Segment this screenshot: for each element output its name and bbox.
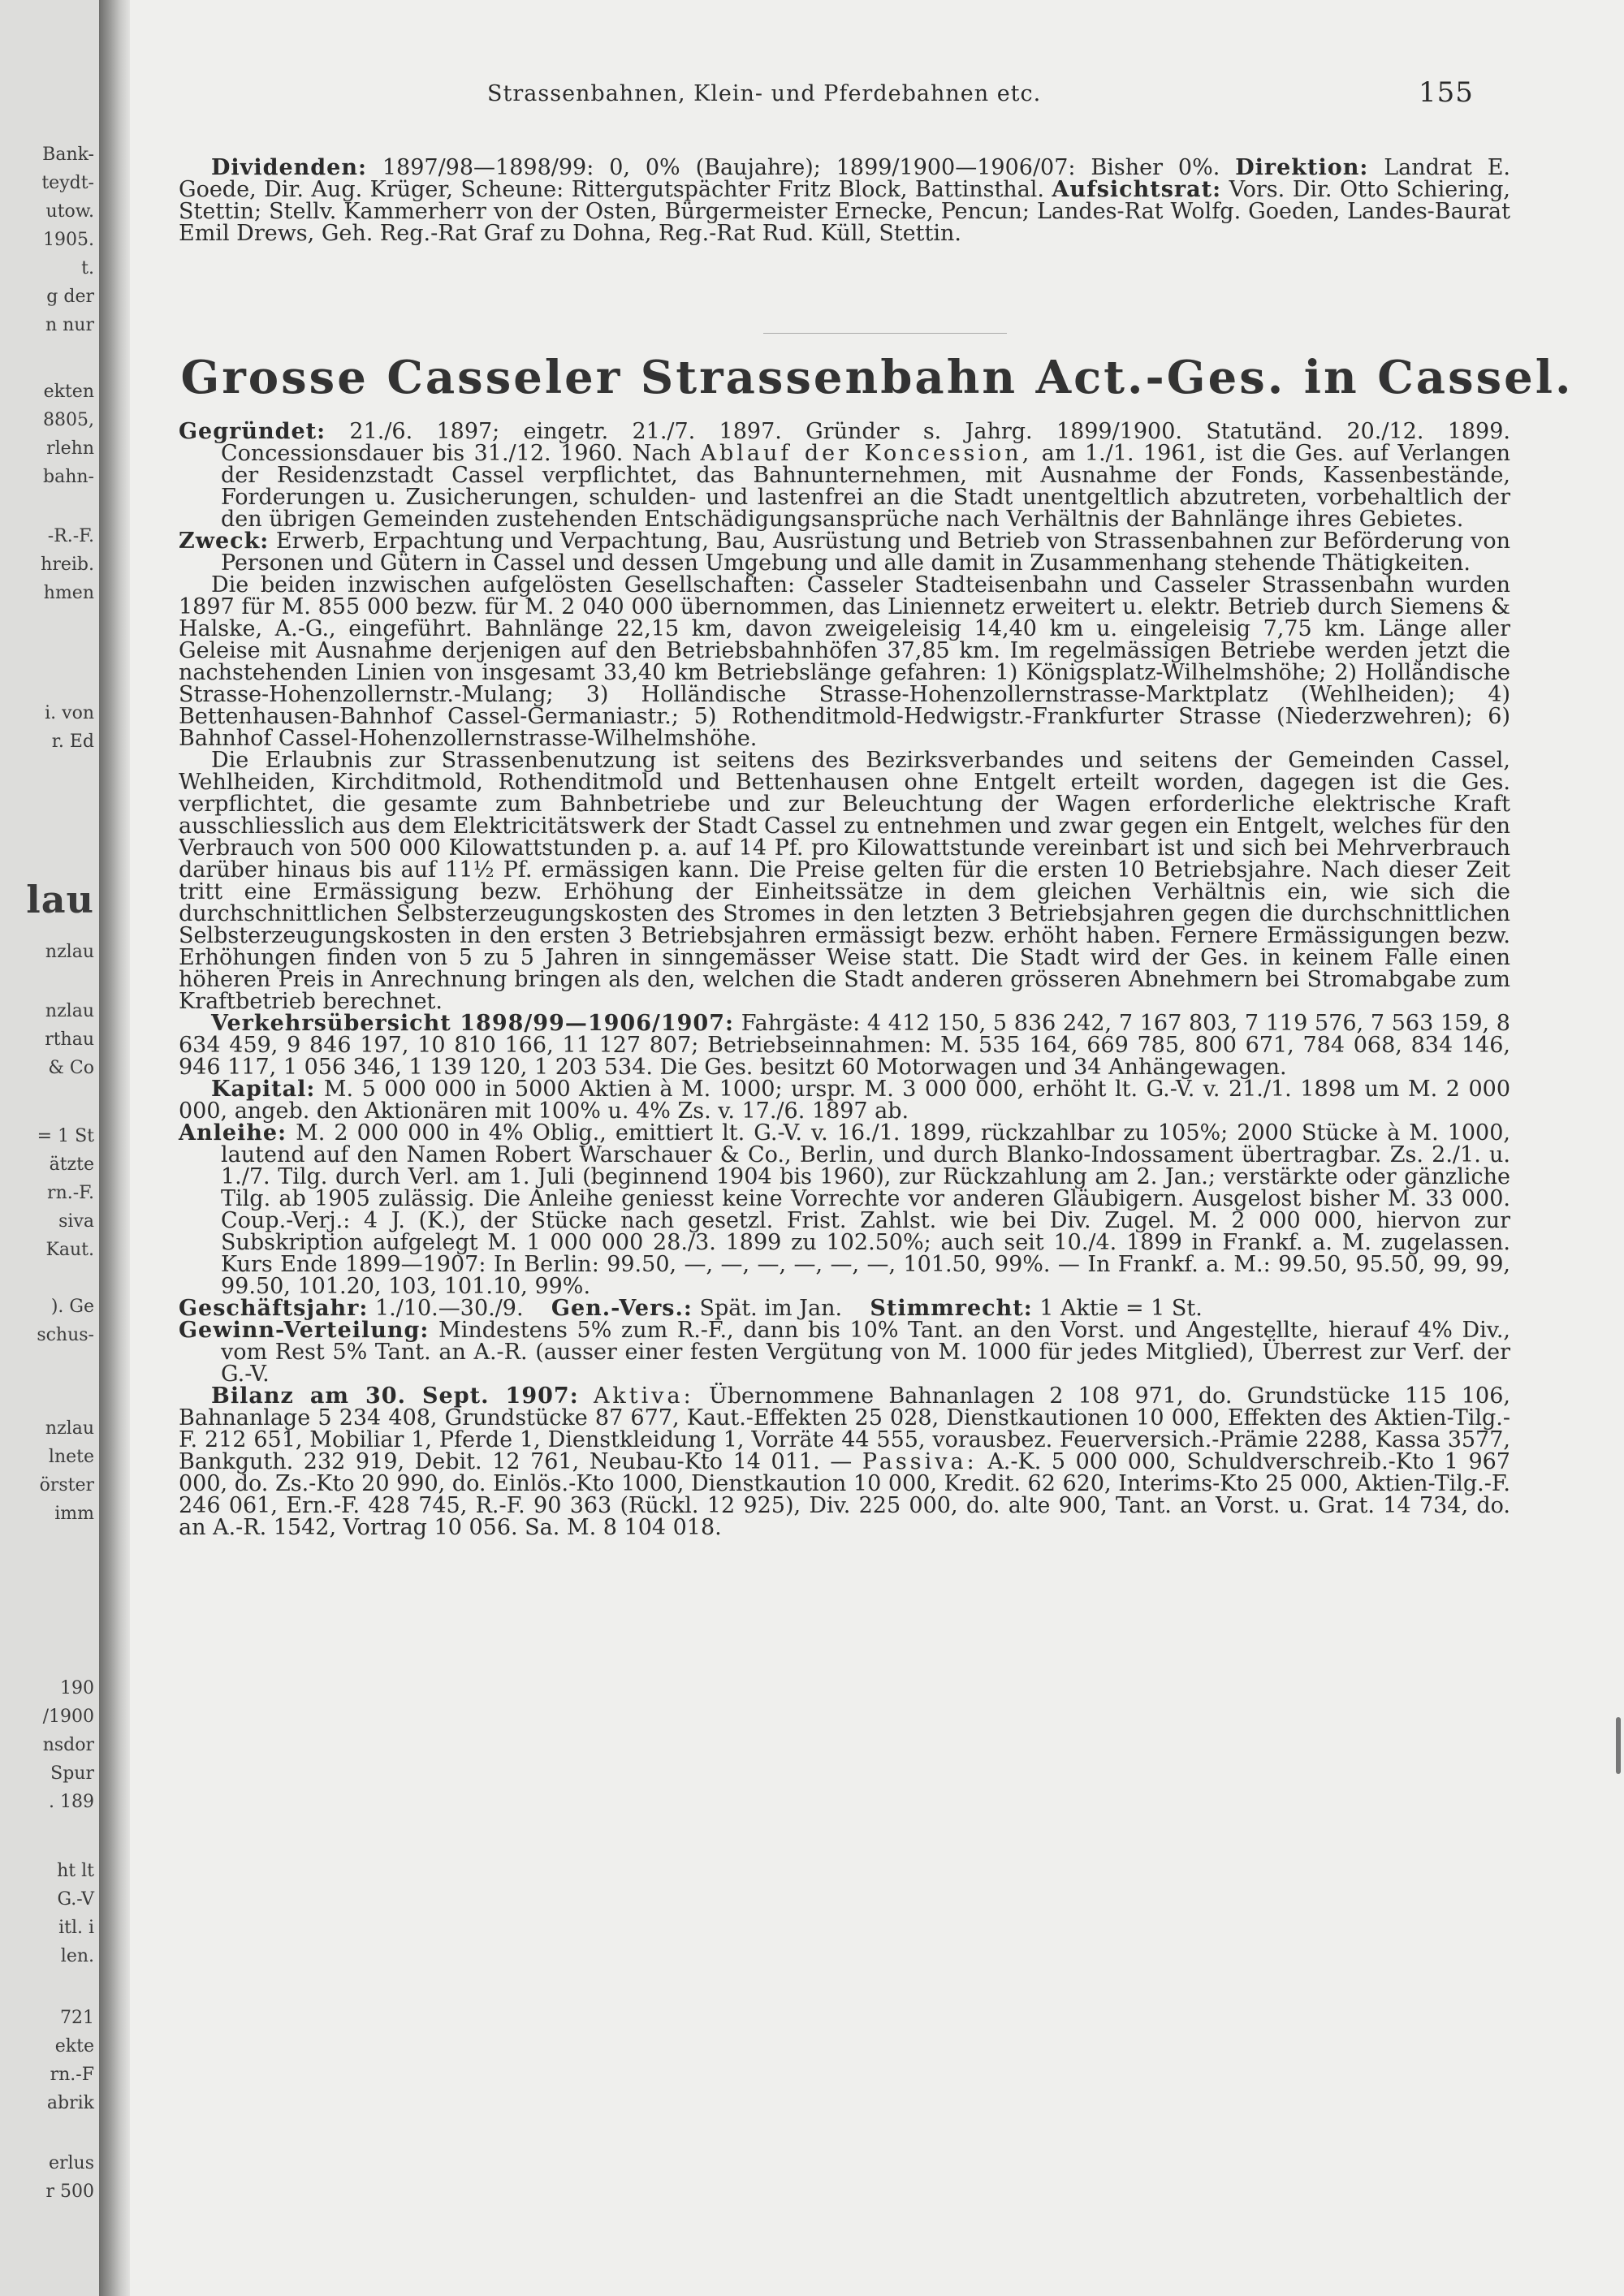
margin-fragment: rthau (45, 1029, 94, 1050)
page-edge-mark (1616, 1717, 1621, 1774)
passiva-label: Passiva: (862, 1449, 978, 1474)
aktiva-label: Aktiva: (593, 1383, 694, 1409)
genvers-label: Gen.-Vers.: (551, 1296, 693, 1321)
margin-fragment: lnete (48, 1447, 94, 1467)
margin-fragment: -R.-F. (47, 526, 94, 546)
verkehr-paragraph (179, 1012, 1510, 1078)
margin-fragment: Bank- (42, 145, 94, 165)
gegruendet-label: Gegründet: (179, 419, 326, 444)
margin-fragment: nzlau (45, 942, 94, 962)
running-title: Strassenbahnen, Klein- und Pferdebahnen etc. (487, 81, 1042, 106)
dividenden-text: 1897/98—1898/99: 0, 0% (Baujahre); 1899/1900—1906/07: Bisher 0%. (382, 155, 1220, 180)
previous-entry (179, 157, 1510, 244)
zweck-paragraph (179, 530, 1510, 574)
margin-fragment: teydt- (41, 173, 94, 193)
verkehr-text: Fahrgäste: 4 412 150, 5 836 242, 7 167 803, 7 119 576, 7 563 159, 8 634 459, 9 846 197, 10 810 166, 11 127 807; Betriebseinnahmen: M. 535 164, 669 785, 800 671, 784 068, 834 146, 946 117, 1 056 346, 1 139 120, 1 203 534. Die Ges. besitzt 60 Motorwagen und 34 Anhängewagen. (179, 1011, 1510, 1080)
margin-fragment: ht lt (57, 1861, 94, 1881)
margin-fragment: utow. (45, 201, 94, 222)
margin-fragment: hmen (43, 583, 94, 603)
margin-fragment: lau (26, 878, 94, 921)
margin-fragment: rlehn (46, 438, 94, 459)
gegruendet-paragraph (179, 421, 1510, 530)
book-gutter (99, 0, 130, 2296)
electricity-paragraph: Die Erlaubnis zur Strassenbenutzung ist seitens des Bezirksverbandes und seitens der Gemeinden Cassel, Wehlheiden, Kirchditmold, Rothenditmold und Bettenhausen ohne Entgelt erteilt worden, dagegen ist die Ges. verpflichtet, die gesamte zum Bahnbetriebe und zur Beleuchtung der Wagen erforderliche elektrische Kraft ausschliesslich aus dem Elektricitätswerk der Stadt Cassel zu entnehmen und zwar gegen ein Entgelt, welches für den Verbrauch von 500 000 Kilowattstunden p. a. auf 14 Pf. pro Kilowattstunde vereinbart ist und sich bei Mehrverbrauch darüber hinaus bis auf 11½ Pf. ermässigen kann. Die Preise gelten für die ersten 10 Betriebsjahre. Nach dieser Zeit tritt eine Ermässigung bezw. Erhöhung der Einheitssätze in dem gleichen Verhältnis ein, wie sich die durchschnittlichen Selbsterzeugungskosten des Stromes in den letzten 3 Betriebsjahren gegen die durchschnittlichen Selbsterzeugungskosten in den ersten 3 Betriebsjahren ermässigt bezw. erhöht haben. Fernere Ermässigungen bezw. Erhöhungen finden von 5 zu 5 Jahren in sinngemässer Weise statt. Die Stadt wird der Ges. in keinem Falle einen höheren Preis in Anrechnung bringen als den, welchen die Stadt anderen grösseren Abnehmern bei Stromabgabe zum Kraftbetrieb berechnet. (179, 748, 1510, 1014)
stimmrecht-label: Stimmrecht: (870, 1296, 1033, 1321)
aufsichtsrat-text: Vors. Dir. Otto Schiering, Stettin; Stellv. Kammerherr von der Osten, Bürgermeister Ernecke, Pencun; Landes-Rat Wolfg. Goeden, Landes-Baurat Emil Drews, Geh. Reg.-Rat Graf zu Dohna, Reg.-Rat Rud. Küll, Stettin. (179, 177, 1510, 246)
bilanz-passiva: A.-K. 5 000 000, Schuldverschreib.-Kto 1 967 000, do. Zs.-Kto 20 990, do. Einlös.-Kto 1000, Dienstkaution 10 000, Kredit. 62 620, Interims-Kto 25 000, Aktien-Tilg.-F. 246 061, Ern.-F. 428 745, R.-F. 90 363 (Rückl. 12 925), Div. 225 000, do. alte 900, Tant. an Vorst. u. Grat. 14 734, do. an A.-R. 1542, Vortrag 10 056. Sa. M. 8 104 018. (179, 1449, 1510, 1540)
margin-fragment: nzlau (45, 1001, 94, 1021)
stimmrecht-text: 1 Aktie = 1 St. (1039, 1296, 1203, 1321)
margin-fragment: 721 (60, 2008, 94, 2028)
zweck-label: Zweck: (179, 529, 270, 554)
company-entry (179, 421, 1510, 1539)
kapital-label: Kapital: (211, 1077, 316, 1102)
margin-fragment: ekten (43, 382, 94, 402)
gegruendet-text-1: 21./6. 1897; eingetr. 21./7. 1897. Gründer s. Jahrg. 1899/1900. Statutänd. 20./12. 1899. Concessionsdauer bis 31./12. 1960. Nach (221, 419, 1510, 466)
bilanz-paragraph (179, 1385, 1510, 1539)
margin-fragment: Spur (50, 1763, 94, 1784)
margin-fragment: . 189 (49, 1792, 94, 1812)
book-page (130, 0, 1624, 2296)
margin-fragment: nsdor (42, 1735, 94, 1755)
geschaeftsjahr-label: Geschäftsjahr: (179, 1296, 369, 1321)
margin-fragment: schus- (37, 1325, 94, 1345)
margin-fragment: rn.-F. (47, 1183, 94, 1203)
margin-fragment: itl. i (58, 1918, 94, 1938)
aufsichtsrat-label: Aufsichtsrat: (1052, 177, 1222, 202)
margin-fragment: nzlau (45, 1418, 94, 1439)
margin-fragment: siva (58, 1211, 94, 1232)
dividenden-label: Dividenden: (211, 155, 367, 180)
margin-fragment: Kaut. (45, 1240, 94, 1260)
margin-fragment: G.-V (57, 1889, 94, 1910)
margin-fragment: erlus (48, 2153, 94, 2173)
margin-fragment: 190 (60, 1678, 94, 1698)
margin-fragment: /1900 (42, 1707, 94, 1727)
margin-fragment: r. Ed (51, 732, 94, 752)
anleihe-label: Anleihe: (179, 1120, 287, 1146)
margin-fragment: 1905. (43, 230, 94, 250)
margin-fragment: g der (46, 287, 94, 307)
anleihe-text: M. 2 000 000 in 4% Oblig., emittiert lt. G.-V. v. 16./1. 1899, rückzahlbar zu 105%; 2000 Stücke à M. 1000, lautend auf den Namen Robert Warschauer & Co., Berlin, und durch Blanko-Indossament übertragbar. Zs. 2./1. u. 1./7. Tilg. durch Verl. am 1. Juli (beginnend 1904 bis 1960), zur Rückzahlung am 2. Jan.; verstärkte oder gänzliche Tilg. ab 1905 zulässig. Die Anleihe geniesst keine Vorrechte vor anderen Gläubigern. Ausgelost bisher M. 33 000. Coup.-Verj.: 4 J. (K.), der Stücke nach gesetzl. Frist. Zahlst. wie bei Div. Zugel. M. 2 000 000, hiervon zur Subskription aufgelegt M. 1 000 000 28./3. 1899 zu 102.50%; auch seit 10./4. 1899 in Frankf. a. M. zugelassen. Kurs Ende 1899—1907: In Berlin: 99.50, —, —, —, —, —, —, 101.50, 99%. — In Frankf. a. M.: 99.50, 95.50, 99, 99, 99.50, 101.20, 103, 101.10, 99%. (221, 1120, 1510, 1299)
geschaeftsjahr-text: 1./10.—30./9. (374, 1296, 524, 1321)
kapital-paragraph (179, 1078, 1510, 1122)
margin-fragment: = 1 St (37, 1126, 94, 1146)
margin-fragment: rn.-F (50, 2065, 94, 2085)
adjacent-page-strip (0, 0, 99, 2296)
direktion-text: Landrat E. Goede, Dir. Aug. Krüger, Scheune: Rittergutspächter Fritz Block, Battinsthal. (179, 155, 1510, 202)
margin-fragment: ekte (54, 2036, 94, 2056)
margin-fragment: imm (54, 1504, 94, 1524)
margin-fragment: 8805, (43, 410, 94, 430)
company-title: Grosse Casseler Strassenbahn Act.-Ges. in Cassel. (180, 351, 1574, 404)
genvers-text: Spät. im Jan. (699, 1296, 843, 1321)
margin-fragment: abrik (46, 2093, 94, 2113)
section-divider (763, 333, 1007, 334)
geschaeftsjahr-paragraph (179, 1297, 1510, 1319)
verkehr-label: Verkehrsübersicht 1898/99—1906/1907: (211, 1011, 734, 1036)
margin-fragment: ätzte (49, 1154, 94, 1175)
margin-fragment: len. (60, 1946, 94, 1966)
kapital-text: M. 5 000 000 in 5000 Aktien à M. 1000; urspr. M. 3 000 000, erhöht lt. G.-V. v. 21./1. 1898 um M. 2 000 000, angeb. den Aktionären mit 100% u. 4% Zs. v. 17./6. 1897 ab. (179, 1077, 1510, 1124)
gewinn-paragraph (179, 1319, 1510, 1385)
gegruendet-text-2: am 1./1. 1961, ist die Ges. auf Verlangen der Residenzstadt Cassel verpflichtet, das Bahnunternehmen, mit Ausnahme der Fonds, Kassenbestände, Forderungen u. Zusicherungen, schulden- und lastenfrei an die Stadt unentgeltlich abzutreten, vorbehaltlich der den übrigen Gemeinden zustehenden Entschädigungsansprüche nach Verhältnis der Bahnlänge ihres Gebietes. (221, 441, 1510, 532)
gewinn-label: Gewinn-Verteilung: (179, 1318, 430, 1343)
zweck-text: Erwerb, Erpachtung und Verpachtung, Bau, Ausrüstung und Betrieb von Strassenbahnen zur Beförderung von Personen und Gütern in Cassel und dessen Umgebung und alle damit in Zusammenhang stehende Thätigkeiten. (221, 529, 1510, 576)
margin-fragment: t. (81, 258, 94, 278)
margin-fragment: r 500 (45, 2182, 94, 2202)
margin-fragment: bahn- (43, 467, 94, 487)
direktion-label: Direktion: (1235, 155, 1369, 180)
gewinn-text: Mindestens 5% zum R.-F., dann bis 10% Tant. an den Vorst. und Angestellte, hierauf 4% Div., vom Rest 5% Tant. an A.-R. (ausser einer festen Vergütung von M. 1000 für jedes Mitglied), Überrest zur Verf. der G.-V. (221, 1318, 1511, 1387)
margin-fragment: örster (39, 1475, 94, 1495)
margin-fragment: hreib. (41, 555, 94, 575)
margin-fragment: & Co (48, 1058, 94, 1078)
margin-fragment: ). Ge (50, 1297, 94, 1317)
gegruendet-spaced-text: Ablauf der Koncession, (700, 441, 1033, 466)
bilanz-aktiva: Übernommene Bahnanlagen 2 108 971, do. Grundstücke 115 106, Bahnanlage 5 234 408, Grundstücke 87 677, Kaut.-Effekten 25 028, Dienstkautionen 10 000, Effekten des Aktien-Tilg.-F. 212 651, Mobiliar 1, Pferde 1, Dienstkleidung 1, Vorräte 44 555, vorausbez. Feuerversich.-Prämie 2288, Kassa 3577, Bankguth. 232 919, Debit. 12 761, Neubau-Kto 14 011. — (179, 1383, 1510, 1474)
anleihe-paragraph (179, 1122, 1510, 1297)
bilanz-label: Bilanz am 30. Sept. 1907: (211, 1383, 579, 1409)
page-number: 155 (1419, 76, 1474, 109)
margin-fragment: i. von (45, 703, 94, 723)
history-paragraph: Die beiden inzwischen aufgelösten Gesellschaften: Casseler Stadteisenbahn und Casseler Strassenbahn wurden 1897 für M. 855 000 bezw. für M. 2 040 000 übernommen, das Liniennetz erweitert u. elektr. Betrieb durch Siemens & Halske, A.-G., eingeführt. Bahnlänge 22,15 km, davon zweigeleisig 14,40 km u. eingeleisig 7,75 km. Länge aller Geleise mit Ausnahme derjenigen auf den Betriebsbahnhöfen 37,85 km. Im regelmässigen Betriebe werden jetzt die nachstehenden Linien von insgesamt 33,40 km Betriebslänge gefahren: 1) Königsplatz-Wilhelmshöhe; 2) Holländische Strasse-Hohenzollernstr.-Mulang; 3) Holländische Strasse-Hohenzollernstrasse-Marktplatz (Wehlheiden); 4) Bettenhausen-Bahnhof Cassel-Germaniastr.; 5) Rothenditmold-Hedwigstr.-Frankfurter Strasse (Niederzwehren); 6) Bahnhof Cassel-Hohenzollernstrasse-Wilhelmshöhe. (179, 572, 1510, 751)
margin-fragment: n nur (45, 315, 94, 335)
